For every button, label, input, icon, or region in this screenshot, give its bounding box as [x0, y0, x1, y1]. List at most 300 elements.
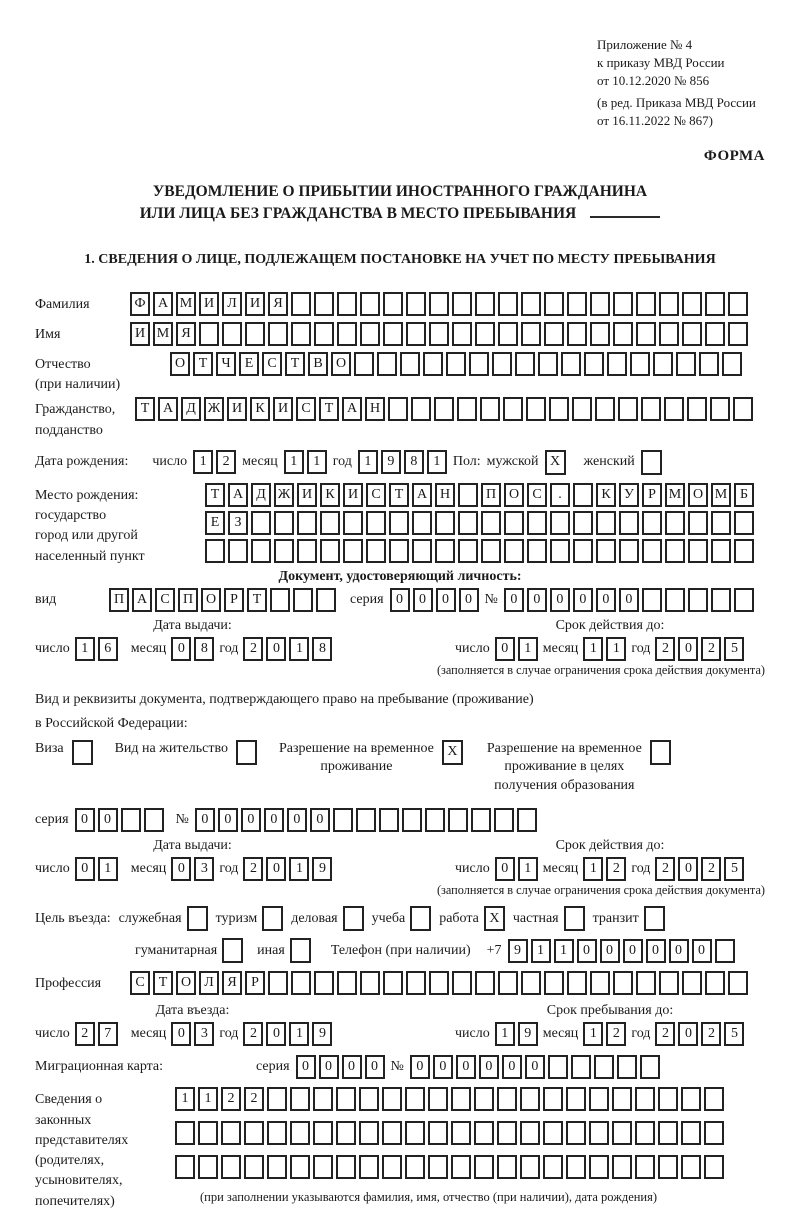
char-cell[interactable]: 0: [287, 808, 307, 832]
char-cell[interactable]: С: [262, 352, 282, 376]
char-cell[interactable]: [538, 352, 558, 376]
char-cell[interactable]: [642, 539, 662, 563]
char-cell[interactable]: [543, 1121, 563, 1145]
char-cell[interactable]: [619, 511, 639, 535]
char-cell[interactable]: [412, 511, 432, 535]
char-cell[interactable]: 1: [518, 637, 538, 661]
char-cell[interactable]: [596, 511, 616, 535]
char-cell[interactable]: [316, 588, 336, 612]
char-cell[interactable]: Ф: [130, 292, 150, 316]
char-cell[interactable]: Ж: [274, 483, 294, 507]
char-cell[interactable]: [589, 1087, 609, 1111]
char-cell[interactable]: 0: [623, 939, 643, 963]
char-cell[interactable]: [612, 1087, 632, 1111]
char-cell[interactable]: [337, 292, 357, 316]
char-cell[interactable]: [313, 1121, 333, 1145]
char-cell[interactable]: [584, 352, 604, 376]
char-cell[interactable]: 0: [98, 808, 118, 832]
char-cell[interactable]: Б: [734, 483, 754, 507]
char-cell[interactable]: [567, 971, 587, 995]
char-cell[interactable]: 0: [75, 857, 95, 881]
char-cell[interactable]: [474, 1087, 494, 1111]
char-cell[interactable]: [274, 511, 294, 535]
char-cell[interactable]: [428, 1155, 448, 1179]
id-issue-year[interactable]: [243, 637, 332, 661]
char-cell[interactable]: Н: [365, 397, 385, 421]
char-cell[interactable]: 0: [669, 939, 689, 963]
char-cell[interactable]: [389, 539, 409, 563]
char-cell[interactable]: [635, 1155, 655, 1179]
char-cell[interactable]: [595, 397, 615, 421]
char-cell[interactable]: Д: [181, 397, 201, 421]
char-cell[interactable]: [474, 1155, 494, 1179]
char-cell[interactable]: [711, 511, 731, 535]
char-cell[interactable]: [734, 588, 754, 612]
char-cell[interactable]: [544, 322, 564, 346]
char-cell[interactable]: 2: [243, 637, 263, 661]
private-checkbox[interactable]: [564, 906, 585, 931]
char-cell[interactable]: [590, 322, 610, 346]
char-cell[interactable]: 5: [724, 857, 744, 881]
char-cell[interactable]: 2: [216, 450, 236, 474]
char-cell[interactable]: Е: [239, 352, 259, 376]
study-checkbox[interactable]: [410, 906, 431, 931]
char-cell[interactable]: П: [481, 483, 501, 507]
char-cell[interactable]: [589, 1155, 609, 1179]
char-cell[interactable]: [360, 322, 380, 346]
residence-issue-day[interactable]: [75, 857, 118, 881]
char-cell[interactable]: [550, 539, 570, 563]
char-cell[interactable]: 1: [198, 1087, 218, 1111]
birthplace-cells-row3[interactable]: [205, 539, 754, 563]
char-cell[interactable]: К: [250, 397, 270, 421]
char-cell[interactable]: М: [176, 292, 196, 316]
char-cell[interactable]: [221, 1121, 241, 1145]
char-cell[interactable]: 1: [495, 1022, 515, 1046]
char-cell[interactable]: [544, 971, 564, 995]
char-cell[interactable]: Т: [247, 588, 267, 612]
char-cell[interactable]: [630, 352, 650, 376]
char-cell[interactable]: [521, 322, 541, 346]
char-cell[interactable]: [405, 1155, 425, 1179]
birthplace-cells-row1[interactable]: [205, 483, 754, 507]
char-cell[interactable]: [458, 511, 478, 535]
char-cell[interactable]: О: [201, 588, 221, 612]
char-cell[interactable]: [205, 539, 225, 563]
char-cell[interactable]: [704, 1121, 724, 1145]
birth-year-cells[interactable]: [358, 450, 447, 474]
birth-day-cells[interactable]: [193, 450, 236, 474]
char-cell[interactable]: 0: [678, 637, 698, 661]
char-cell[interactable]: [543, 1155, 563, 1179]
char-cell[interactable]: [382, 1087, 402, 1111]
char-cell[interactable]: Т: [153, 971, 173, 995]
char-cell[interactable]: [704, 1155, 724, 1179]
char-cell[interactable]: [682, 292, 702, 316]
char-cell[interactable]: 0: [296, 1055, 316, 1079]
char-cell[interactable]: [527, 539, 547, 563]
char-cell[interactable]: [336, 1087, 356, 1111]
char-cell[interactable]: [291, 292, 311, 316]
char-cell[interactable]: 0: [390, 588, 410, 612]
char-cell[interactable]: 0: [171, 857, 191, 881]
char-cell[interactable]: [566, 1121, 586, 1145]
char-cell[interactable]: [451, 1121, 471, 1145]
char-cell[interactable]: [636, 322, 656, 346]
char-cell[interactable]: А: [153, 292, 173, 316]
char-cell[interactable]: [520, 1121, 540, 1145]
char-cell[interactable]: [406, 292, 426, 316]
char-cell[interactable]: [705, 292, 725, 316]
char-cell[interactable]: 2: [701, 637, 721, 661]
char-cell[interactable]: 0: [600, 939, 620, 963]
char-cell[interactable]: [498, 292, 518, 316]
char-cell[interactable]: 0: [365, 1055, 385, 1079]
char-cell[interactable]: [314, 971, 334, 995]
char-cell[interactable]: [297, 511, 317, 535]
char-cell[interactable]: [389, 511, 409, 535]
char-cell[interactable]: .: [550, 483, 570, 507]
char-cell[interactable]: [561, 352, 581, 376]
char-cell[interactable]: Е: [205, 511, 225, 535]
residence-issue-month[interactable]: [171, 857, 214, 881]
char-cell[interactable]: 0: [433, 1055, 453, 1079]
char-cell[interactable]: [590, 292, 610, 316]
char-cell[interactable]: [244, 1155, 264, 1179]
char-cell[interactable]: [313, 1087, 333, 1111]
char-cell[interactable]: [429, 322, 449, 346]
char-cell[interactable]: [222, 322, 242, 346]
char-cell[interactable]: [405, 1121, 425, 1145]
char-cell[interactable]: 1: [307, 450, 327, 474]
char-cell[interactable]: [359, 1121, 379, 1145]
char-cell[interactable]: [549, 397, 569, 421]
citizenship-cells[interactable]: [135, 397, 753, 421]
char-cell[interactable]: [452, 292, 472, 316]
transit-checkbox[interactable]: [644, 906, 665, 931]
char-cell[interactable]: [612, 1121, 632, 1145]
char-cell[interactable]: [434, 397, 454, 421]
visa-checkbox[interactable]: [72, 740, 93, 765]
char-cell[interactable]: [681, 1087, 701, 1111]
char-cell[interactable]: [520, 1087, 540, 1111]
char-cell[interactable]: 2: [244, 1087, 264, 1111]
char-cell[interactable]: 1: [75, 637, 95, 661]
char-cell[interactable]: 1: [583, 1022, 603, 1046]
char-cell[interactable]: [566, 1087, 586, 1111]
char-cell[interactable]: [471, 808, 491, 832]
char-cell[interactable]: И: [273, 397, 293, 421]
char-cell[interactable]: [590, 971, 610, 995]
char-cell[interactable]: [567, 292, 587, 316]
char-cell[interactable]: [337, 322, 357, 346]
char-cell[interactable]: [274, 539, 294, 563]
char-cell[interactable]: [377, 352, 397, 376]
char-cell[interactable]: 7: [98, 1022, 118, 1046]
char-cell[interactable]: [665, 539, 685, 563]
char-cell[interactable]: [596, 539, 616, 563]
stay-year[interactable]: [655, 1022, 744, 1046]
char-cell[interactable]: [548, 1055, 568, 1079]
char-cell[interactable]: [613, 971, 633, 995]
char-cell[interactable]: 0: [550, 588, 570, 612]
char-cell[interactable]: П: [178, 588, 198, 612]
char-cell[interactable]: 9: [508, 939, 528, 963]
char-cell[interactable]: [688, 511, 708, 535]
char-cell[interactable]: [383, 971, 403, 995]
doc-series-cells[interactable]: [390, 588, 479, 612]
char-cell[interactable]: [728, 292, 748, 316]
char-cell[interactable]: 2: [221, 1087, 241, 1111]
char-cell[interactable]: [664, 397, 684, 421]
official-checkbox[interactable]: [187, 906, 208, 931]
char-cell[interactable]: [383, 292, 403, 316]
char-cell[interactable]: Т: [319, 397, 339, 421]
char-cell[interactable]: [402, 808, 422, 832]
char-cell[interactable]: [451, 1155, 471, 1179]
char-cell[interactable]: [360, 292, 380, 316]
char-cell[interactable]: [527, 511, 547, 535]
work-checkbox[interactable]: X: [484, 906, 505, 931]
char-cell[interactable]: [550, 511, 570, 535]
char-cell[interactable]: Я: [176, 322, 196, 346]
char-cell[interactable]: 0: [410, 1055, 430, 1079]
char-cell[interactable]: [504, 539, 524, 563]
char-cell[interactable]: А: [228, 483, 248, 507]
residence-permit-checkbox[interactable]: [236, 740, 257, 765]
char-cell[interactable]: П: [109, 588, 129, 612]
char-cell[interactable]: Я: [222, 971, 242, 995]
char-cell[interactable]: 1: [531, 939, 551, 963]
residence-issue-year[interactable]: [243, 857, 332, 881]
char-cell[interactable]: [543, 1087, 563, 1111]
char-cell[interactable]: [635, 1121, 655, 1145]
char-cell[interactable]: 0: [436, 588, 456, 612]
char-cell[interactable]: 2: [701, 1022, 721, 1046]
entry-day[interactable]: [75, 1022, 118, 1046]
char-cell[interactable]: [594, 1055, 614, 1079]
char-cell[interactable]: 2: [655, 857, 675, 881]
phone-cells[interactable]: [508, 939, 735, 963]
char-cell[interactable]: [458, 483, 478, 507]
char-cell[interactable]: [705, 971, 725, 995]
char-cell[interactable]: 0: [692, 939, 712, 963]
char-cell[interactable]: 0: [527, 588, 547, 612]
char-cell[interactable]: [613, 322, 633, 346]
char-cell[interactable]: 2: [606, 1022, 626, 1046]
char-cell[interactable]: М: [153, 322, 173, 346]
id-valid-day[interactable]: [495, 637, 538, 661]
char-cell[interactable]: А: [132, 588, 152, 612]
char-cell[interactable]: С: [130, 971, 150, 995]
char-cell[interactable]: В: [308, 352, 328, 376]
char-cell[interactable]: 0: [502, 1055, 522, 1079]
char-cell[interactable]: 0: [75, 808, 95, 832]
char-cell[interactable]: [244, 1121, 264, 1145]
char-cell[interactable]: 1: [193, 450, 213, 474]
char-cell[interactable]: [198, 1155, 218, 1179]
char-cell[interactable]: Ж: [204, 397, 224, 421]
char-cell[interactable]: [722, 352, 742, 376]
char-cell[interactable]: А: [158, 397, 178, 421]
char-cell[interactable]: [497, 1121, 517, 1145]
char-cell[interactable]: [682, 322, 702, 346]
char-cell[interactable]: [640, 1055, 660, 1079]
char-cell[interactable]: [676, 352, 696, 376]
char-cell[interactable]: 0: [342, 1055, 362, 1079]
char-cell[interactable]: 0: [596, 588, 616, 612]
char-cell[interactable]: [121, 808, 141, 832]
char-cell[interactable]: К: [320, 483, 340, 507]
char-cell[interactable]: [641, 397, 661, 421]
char-cell[interactable]: [682, 971, 702, 995]
char-cell[interactable]: [635, 1087, 655, 1111]
doc-number-cells[interactable]: [504, 588, 754, 612]
char-cell[interactable]: И: [227, 397, 247, 421]
char-cell[interactable]: З: [228, 511, 248, 535]
char-cell[interactable]: [481, 539, 501, 563]
char-cell[interactable]: 1: [583, 857, 603, 881]
char-cell[interactable]: [175, 1155, 195, 1179]
char-cell[interactable]: [360, 971, 380, 995]
char-cell[interactable]: [665, 588, 685, 612]
id-valid-month[interactable]: [583, 637, 626, 661]
char-cell[interactable]: 0: [266, 1022, 286, 1046]
char-cell[interactable]: 0: [195, 808, 215, 832]
char-cell[interactable]: [221, 1155, 241, 1179]
char-cell[interactable]: [687, 397, 707, 421]
char-cell[interactable]: [452, 322, 472, 346]
char-cell[interactable]: 0: [495, 637, 515, 661]
char-cell[interactable]: [475, 322, 495, 346]
char-cell[interactable]: А: [412, 483, 432, 507]
char-cell[interactable]: [270, 588, 290, 612]
char-cell[interactable]: [320, 511, 340, 535]
char-cell[interactable]: [452, 971, 472, 995]
char-cell[interactable]: 1: [289, 857, 309, 881]
char-cell[interactable]: 9: [312, 1022, 332, 1046]
char-cell[interactable]: 0: [573, 588, 593, 612]
char-cell[interactable]: 0: [264, 808, 284, 832]
stay-day[interactable]: [495, 1022, 538, 1046]
char-cell[interactable]: 1: [284, 450, 304, 474]
char-cell[interactable]: [658, 1121, 678, 1145]
char-cell[interactable]: [343, 539, 363, 563]
char-cell[interactable]: [354, 352, 374, 376]
char-cell[interactable]: [400, 352, 420, 376]
char-cell[interactable]: [688, 588, 708, 612]
char-cell[interactable]: [251, 511, 271, 535]
representatives-cells-row3[interactable]: [175, 1155, 724, 1179]
char-cell[interactable]: [492, 352, 512, 376]
char-cell[interactable]: Т: [193, 352, 213, 376]
char-cell[interactable]: Р: [245, 971, 265, 995]
char-cell[interactable]: [728, 971, 748, 995]
char-cell[interactable]: [474, 1121, 494, 1145]
char-cell[interactable]: Т: [205, 483, 225, 507]
char-cell[interactable]: [267, 1121, 287, 1145]
char-cell[interactable]: [314, 322, 334, 346]
residence-series-cells[interactable]: [75, 808, 164, 832]
char-cell[interactable]: [383, 322, 403, 346]
char-cell[interactable]: Т: [389, 483, 409, 507]
char-cell[interactable]: [245, 322, 265, 346]
char-cell[interactable]: М: [711, 483, 731, 507]
char-cell[interactable]: [705, 322, 725, 346]
char-cell[interactable]: [382, 1121, 402, 1145]
char-cell[interactable]: И: [343, 483, 363, 507]
char-cell[interactable]: [573, 511, 593, 535]
migration-number-cells[interactable]: [410, 1055, 660, 1079]
tourism-checkbox[interactable]: [262, 906, 283, 931]
char-cell[interactable]: [320, 539, 340, 563]
char-cell[interactable]: [571, 1055, 591, 1079]
char-cell[interactable]: О: [331, 352, 351, 376]
char-cell[interactable]: [711, 588, 731, 612]
char-cell[interactable]: 9: [381, 450, 401, 474]
char-cell[interactable]: [659, 971, 679, 995]
char-cell[interactable]: 5: [724, 1022, 744, 1046]
char-cell[interactable]: 0: [171, 1022, 191, 1046]
char-cell[interactable]: [290, 1121, 310, 1145]
char-cell[interactable]: [521, 971, 541, 995]
char-cell[interactable]: 1: [518, 857, 538, 881]
char-cell[interactable]: 1: [554, 939, 574, 963]
char-cell[interactable]: 2: [655, 1022, 675, 1046]
char-cell[interactable]: О: [176, 971, 196, 995]
char-cell[interactable]: [337, 971, 357, 995]
char-cell[interactable]: 1: [606, 637, 626, 661]
char-cell[interactable]: У: [619, 483, 639, 507]
char-cell[interactable]: [681, 1121, 701, 1145]
char-cell[interactable]: С: [155, 588, 175, 612]
char-cell[interactable]: 0: [646, 939, 666, 963]
profession-cells[interactable]: [130, 971, 748, 995]
char-cell[interactable]: Н: [435, 483, 455, 507]
char-cell[interactable]: С: [527, 483, 547, 507]
char-cell[interactable]: И: [130, 322, 150, 346]
char-cell[interactable]: [497, 1155, 517, 1179]
char-cell[interactable]: [469, 352, 489, 376]
char-cell[interactable]: [636, 292, 656, 316]
char-cell[interactable]: 1: [289, 637, 309, 661]
char-cell[interactable]: 0: [495, 857, 515, 881]
char-cell[interactable]: 1: [175, 1087, 195, 1111]
char-cell[interactable]: [659, 292, 679, 316]
char-cell[interactable]: Д: [251, 483, 271, 507]
residence-number-cells[interactable]: [195, 808, 537, 832]
char-cell[interactable]: [734, 511, 754, 535]
char-cell[interactable]: 0: [456, 1055, 476, 1079]
char-cell[interactable]: [481, 511, 501, 535]
char-cell[interactable]: [425, 808, 445, 832]
char-cell[interactable]: 0: [310, 808, 330, 832]
char-cell[interactable]: 0: [459, 588, 479, 612]
char-cell[interactable]: [699, 352, 719, 376]
char-cell[interactable]: Л: [199, 971, 219, 995]
char-cell[interactable]: [267, 1155, 287, 1179]
char-cell[interactable]: [268, 971, 288, 995]
char-cell[interactable]: [711, 539, 731, 563]
char-cell[interactable]: [428, 1087, 448, 1111]
char-cell[interactable]: [573, 539, 593, 563]
char-cell[interactable]: [313, 1155, 333, 1179]
char-cell[interactable]: [290, 1087, 310, 1111]
char-cell[interactable]: [504, 511, 524, 535]
temp-residence-checkbox[interactable]: X: [442, 740, 463, 765]
char-cell[interactable]: [572, 397, 592, 421]
char-cell[interactable]: 9: [518, 1022, 538, 1046]
